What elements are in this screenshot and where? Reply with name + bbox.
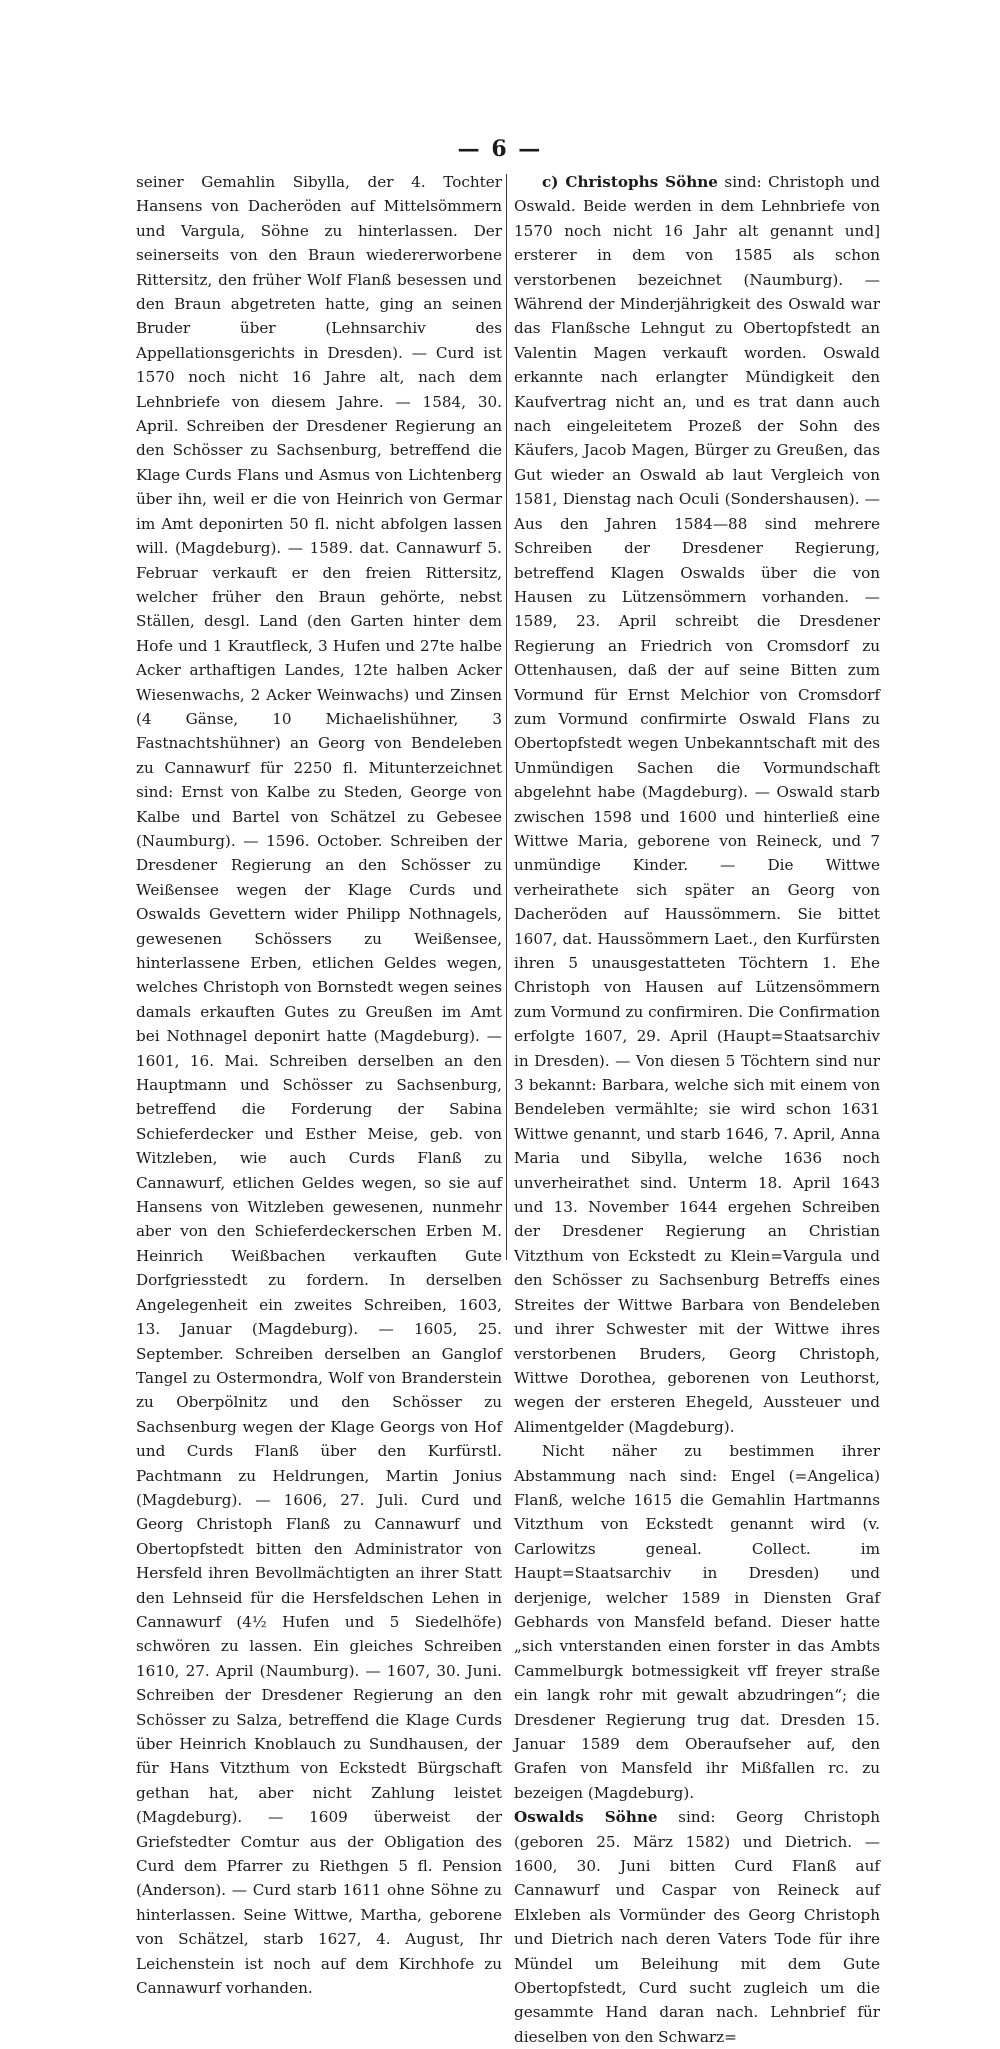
section-c-paragraph: [514, 170, 880, 1439]
left-column: [136, 170, 502, 2000]
page-number: — 6 —: [457, 136, 543, 162]
section-c-heading: c) Christophs Söhne: [542, 173, 718, 191]
oswald-sons-heading: Oswalds Söhne: [514, 1808, 658, 1827]
oswald-sons-text: sind: Georg Christoph (geboren 25. März 1582) und Dietrich. — 1600, 30. Juni bitten Curd Flanß auf Cannawurf und Caspar von Reineck auf Elxleben als Vormünder des Georg Christoph und Dietrich nach deren Vaters Tode für ihre Mündel um Beleihung mit dem Gute Obertopfstedt, Curd sucht zugleich um die gesammte Hand daran nach. Lehnbrief für dieselben von den Schwarz=: [514, 1808, 880, 2046]
left-column-paragraph: seiner Gemahlin Sibylla, der 4. Tochter Hansens von Dacheröden auf Mittelsömmern und Vargula, Söhne zu hinterlassen. Der seinerseits von den Braun wiedererworbene Rittersitz, den früher Wolf Flanß besessen und den Braun abgetreten hatte, ging an seinen Bruder über (Lehnsarchiv des Appellationsgerichts in Dresden). — Curd ist 1570 noch nicht 16 Jahre alt, nach dem Lehnbriefe von diesem Jahre. — 1584, 30. April. Schreiben der Dresdener Regierung an den Schösser zu Sachsenburg, betreffend die Klage Curds Flans und Asmus von Lichtenberg über ihn, weil er die von Heinrich von Germar im Amt deponirten 50 fl. nicht abfolgen lassen will. (Magdeburg). — 1589. dat. Cannawurf 5. Februar verkauft er den freien Rittersitz, welcher früher den Braun gehörte, nebst Ställen, desgl. Land (den Garten hinter dem Hofe und 1 Krautfleck, 3 Hufen und 27te halbe Acker arthaftigen Landes, 12te halben Acker Wiesenwachs, 2 Acker Weinwachs) und Zinsen (4 Gänse, 10 Michaelishühner, 3 Fastnachtshühner) an Georg von Bendeleben zu Cannawurf für 2250 fl. Mitunterzeichnet sind: Ernst von Kalbe zu Steden, George von Kalbe und Bartel von Schätzel zu Gebesee (Naumburg). — 1596. October. Schreiben der Dresdener Regierung an den Schösser zu Weißensee wegen der Klage Curds und Oswalds Gevettern wider Philipp Nothnagels, gewesenen Schössers zu Weißensee, hinterlassene Erben, etlichen Geldes wegen, welches Christoph von Bornstedt wegen seines damals erkauften Gutes zu Greußen im Amt bei Nothnagel deponirt hatte (Magdeburg). — 1601, 16. Mai. Schreiben derselben an den Hauptmann und Schösser zu Sachsenburg, betreffend die Forderung der Sabina Schieferdecker und Esther Meise, geb. von Witzleben, wie auch Curds Flanß zu Cannawurf, etlichen Geldes wegen, so sie auf Hansens von Witzleben gewesenen, nunmehr aber von den Schieferdeckerschen Erben M. Heinrich Weißbachen verkauften Gute Dorfgriesstedt zu fordern. In derselben Angelegenheit ein zweites Schreiben, 1603, 13. Januar (Magdeburg). — 1605, 25. September. Schreiben derselben an Ganglof Tangel zu Ostermondra, Wolf von Branderstein zu Oberpölnitz und den Schösser zu Sachsenburg wegen der Klage Georgs von Hof und Curds Flanß über den Kurfürstl. Pachtmann zu Heldrungen, Martin Jonius (Magdeburg). — 1606, 27. Juli. Curd und Georg Christoph Flanß zu Cannawurf und Obertopfstedt bitten den Administrator von Hersfeld ihren Bevollmächtigten an ihrer Statt den Lehnseid für die Hersfeldschen Lehen in Cannawurf (4½ Hufen und 5 Siedelhöfe) schwören zu lassen. Ein gleiches Schreiben 1610, 27. April (Naumburg). — 1607, 30. Juni. Schreiben der Dresdener Regierung an den Schösser zu Salza, betreffend die Klage Curds über Heinrich Knoblauch zu Sundhausen, der für Hans Vitzthum von Eckstedt Bürgschaft gethan hat, aber nicht Zahlung leistet (Magdeburg). — 1609 überweist der Griefstedter Comtur aus der Obligation des Curd dem Pfarrer zu Riethgen 5 fl. Pension (Anderson). — Curd starb 1611 ohne Söhne zu hinterlassen. Seine Wittwe, Martha, geborene von Schätzel, starb 1627, 4. August, Ihr Leichenstein ist noch auf dem Kirchhofe zu Cannawurf vorhanden.: [136, 173, 502, 1998]
unclassified-paragraph: Nicht näher zu bestimmen ihrer Abstammung nach sind: Engel (=Angelica) Flanß, welche 1615 die Gemahlin Hartmanns Vitzthum von Eckstedt genannt wird (v. Carlowitzs geneal. Collect. im Haupt=Staatsarchiv in Dresden) und derjenige, welcher 1589 in Diensten Graf Gebhards von Mansfeld befand. Dieser hatte „sich vnterstanden einen forster in das Ambts Cammelburgk botmessigkeit vff freyer straße ein langk rohr mit gewalt abzudringen“; die Dresdener Regierung trug dat. Dresden 15. Januar 1589 dem Oberaufseher auf, den Grafen von Mansfeld ihr Mißfallen rc. zu bezeigen (Magdeburg).: [514, 1442, 880, 1802]
section-c-text: sind: Christoph und Oswald. Beide werden in dem Lehnbriefe von 1570 noch nicht 16 Jahr alt genannt und] ersterer in dem von 1585 als schon verstorbenen bezeichnet (Naumburg). — Während der Minderjährigkeit des Oswald war das Flanßsche Lehngut zu Obertopfstedt an Valentin Magen verkauft worden. Oswald erkannte nach erlangter Mündigkeit den Kaufvertrag nicht an, und es trat dann auch nach eingeleitetem Prozeß der Sohn des Käufers, Jacob Magen, Bürger zu Greußen, das Gut wieder an Oswald ab laut Vergleich von 1581, Dienstag nach Oculi (Sondershausen). — Aus den Jahren 1584—88 sind mehrere Schreiben der Dresdener Regierung, betreffend Klagen Oswalds über die von Hausen zu Lützensömmern vorhanden. — 1589, 23. April schreibt die Dresdener Regierung an Friedrich von Cromsdorf zu Ottenhausen, daß der auf seine Bitten zum Vormund für Ernst Melchior von Cromsdorf zum Vormund confirmirte Oswald Flans zu Obertopfstedt wegen Unbekanntschaft mit des Unmündigen Sachen die Vormundschaft abgelehnt habe (Magdeburg). — Oswald starb zwischen 1598 und 1600 und hinterließ eine Wittwe Maria, geborene von Reineck, und 7 unmündige Kinder. — Die Wittwe verheirathete sich später an Georg von Dacheröden auf Haussömmern. Sie bittet 1607, dat. Haussömmern Laet., den Kurfürsten ihren 5 unausgestatteten Töchtern 1. Ehe Christoph von Hausen auf Lützensömmern zum Vormund zu confirmiren. Die Confirmation erfolgte 1607, 29. April (Haupt=Staatsarchiv in Dresden). — Von diesen 5 Töchtern sind nur 3 bekannt: Barbara, welche sich mit einem von Bendeleben vermählte; sie wird schon 1631 Wittwe genannt, und starb 1646, 7. April, Anna Maria und Sibylla, welche 1636 noch unverheirathet sind. Unterm 18. April 1643 und 13. November 1644 ergehen Schreiben der Dresdener Regierung an Christian Vitzthum von Eckstedt zu Klein=Vargula und den Schösser zu Sachsenburg Betreffs eines Streites der Wittwe Barbara von Bendeleben und ihrer Schwester mit der Wittwe ihres verstorbenen Bruders, Georg Christoph, Wittwe Dorothea, geborenen von Leuthorst, wegen der ersteren Ehegeld, Aussteuer und Alimentgelder (Magdeburg).: [514, 173, 881, 1436]
right-column: [514, 170, 880, 2049]
column-divider: [506, 174, 507, 1260]
oswald-sons-paragraph: [514, 1805, 880, 2049]
